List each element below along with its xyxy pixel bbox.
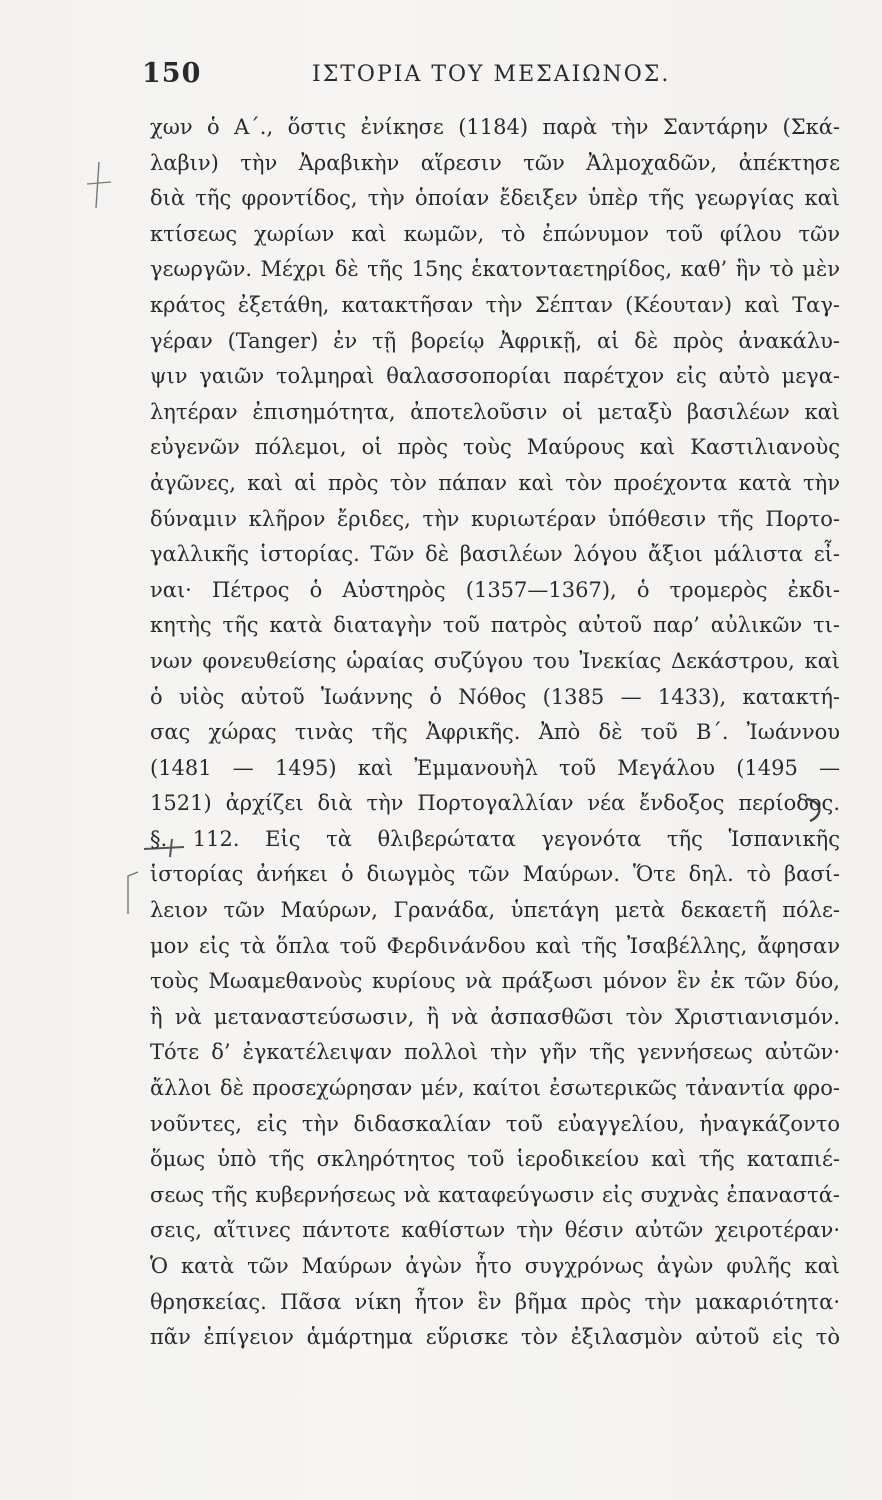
text-line: νοῦντες, εἰς τὴν διδασκαλίαν τοῦ εὐαγγελίου, ἠναγκάζοντο — [150, 1111, 840, 1136]
text-line: λειον τῶν Μαύρων, Γρανάδα, ὑπετάγη μετὰ δεκαετῆ πόλε- — [150, 898, 840, 923]
text-line: Ὁ κατὰ τῶν Μαύρων ἀγὼν ἦτο συγχρόνως ἀγὼν φυλῆς καὶ — [150, 1254, 840, 1278]
text-line: ἱστορίας ἀνήκει ὁ διωγμὸς τῶν Μαύρων. Ὅτε δηλ. τὸ βασί- — [150, 862, 840, 887]
text-line: τοὺς Μωαμεθανοὺς κυρίους νὰ πράξωσι μόνον ἓν ἐκ τῶν δύο, — [150, 969, 840, 994]
text-line: εὐγενῶν πόλεμοι, οἱ πρὸς τοὺς Μαύρους καὶ Καστιλιανοὺς — [150, 435, 840, 460]
page-number: 150 — [142, 58, 202, 89]
text-line: δύναμιν κλῆρον ἔριδες, τὴν κυριωτέραν ὑπόθεσιν τῆς Πορτο- — [150, 506, 840, 531]
text-line: κητὴς τῆς κατὰ διαταγὴν τοῦ πατρὸς αὐτοῦ παρ’ αὐλικῶν τι- — [150, 613, 840, 638]
text-line: θρησκείας. Πᾶσα νίκη ἦτον ἓν βῆμα πρὸς τὴν μακαριότητα· — [150, 1289, 840, 1314]
text-line: ψιν γαιῶν τολμηραὶ θαλασσοπορίαι παρέτχον εἰς αὐτὸ μεγα- — [150, 364, 840, 389]
text-line: λητέραν ἐπισημότητα, ἀποτελοῦσιν οἱ μεταξὺ βασιλέων καὶ — [150, 399, 840, 424]
text-line: κτίσεως χωρίων καὶ κωμῶν, τὸ ἐπώνυμον τοῦ φίλου τῶν — [150, 221, 840, 246]
text-line: ἢ νὰ μεταναστεύσωσιν, ἢ νὰ ἀσπασθῶσι τὸν Χριστιανισμόν. — [150, 1004, 840, 1029]
text-line: 1521) ἀρχίζει διὰ τὴν Πορτογαλλίαν νέα ἔνδοξος περίοδος. — [150, 791, 840, 816]
running-title: ΙΣΤΟΡΙΑ ΤΟΥ ΜΕΣΑΙΩΝΟΣ. — [312, 62, 671, 87]
text-line: λαβιν) τὴν Ἀραβικὴν αἵρεσιν τῶν Ἀλμοχαδῶν, ἀπέκτησε — [150, 150, 840, 175]
text-line: χων ὁ Α΄., ὅστις ἐνίκησε (1184) παρὰ τὴν Σαντάρην (Σκά- — [150, 115, 840, 139]
text-line: γεωργῶν. Μέχρι δὲ τῆς 15ης ἑκατονταετηρίδος, καθ’ ἣν τὸ μὲν — [150, 257, 840, 282]
text-line: ἄλλοι δὲ προσεχώρησαν μέν, καίτοι ἐσωτερικῶς τἀναντία φρο- — [150, 1076, 840, 1101]
text-line: ναι· Πέτρος ὁ Αὐστηρὸς (1357—1367), ὁ τρομερὸς ἐκδι- — [150, 577, 840, 602]
section-heading-line: §. 112. Εἰς τὰ θλιβερώτατα γεγονότα τῆς Ἱσπανικῆς — [150, 826, 840, 851]
text-line: μον εἰς τὰ ὅπλα τοῦ Φερδινάνδου καὶ τῆς Ἰσαβέλλης, ἄφησαν — [150, 933, 840, 958]
text-line: κράτος ἐξετάθη, κατακτῆσαν τὴν Σέπταν (Κέουταν) καὶ Ταγ- — [150, 292, 840, 317]
text-line: σεις, αἵτινες πάντοτε καθίστων τὴν θέσιν αὐτῶν χειροτέραν· — [150, 1218, 840, 1243]
text-line: πᾶν ἐπίγειον ἁμάρτημα εὕρισκε τὸν ἐξιλασμὸν αὐτοῦ εἰς τὸ — [150, 1325, 840, 1350]
text-line: γέραν (Tanger) ἐν τῇ βορείῳ Ἀφρικῇ, αἱ δὲ πρὸς ἀνακάλυ- — [150, 328, 840, 353]
page-header — [142, 58, 842, 98]
text-line: ὁ υἱὸς αὐτοῦ Ἰωάννης ὁ Νόθος (1385 — 1433), κατακτή- — [150, 684, 840, 709]
text-line: σας χώρας τινὰς τῆς Ἀφρικῆς. Ἀπὸ δὲ τοῦ Β΄. Ἰωάννου — [150, 720, 840, 745]
margin-plus-mark-icon — [84, 160, 114, 210]
text-line: σεως τῆς κυβερνήσεως νὰ καταφεύγωσιν εἰς συχνὰς ἐπαναστά- — [150, 1182, 840, 1207]
text-line: γαλλικῆς ἱστορίας. Τῶν δὲ βασιλέων λόγου ἄξιοι μάλιστα εἶ- — [150, 542, 840, 567]
body-text — [150, 110, 840, 1356]
margin-bracket-mark-icon — [120, 870, 144, 916]
text-line: (1481 — 1495) καὶ Ἐμμανουὴλ τοῦ Μεγάλου (1495 — — [150, 755, 840, 780]
text-line: ὅμως ὑπὸ τῆς σκληρότητος τοῦ ἱεροδικείου καὶ τῆς καταπιέ- — [150, 1147, 840, 1172]
text-line: νων φονευθείσης ὡραίας συζύγου του Ἰνεκίας Δεκάστρου, καὶ — [150, 648, 840, 673]
text-line: ἀγῶνες, καὶ αἱ πρὸς τὸν πάπαν καὶ τὸν προέχοντα κατὰ τὴν — [150, 470, 840, 495]
text-line: διὰ τῆς φροντίδος, τὴν ὁποίαν ἔδειξεν ὑπὲρ τῆς γεωργίας καὶ — [150, 186, 840, 211]
text-line: Τότε δ’ ἐγκατέλειψαν πολλοὶ τὴν γῆν τῆς γεννήσεως αὐτῶν· — [150, 1040, 840, 1065]
